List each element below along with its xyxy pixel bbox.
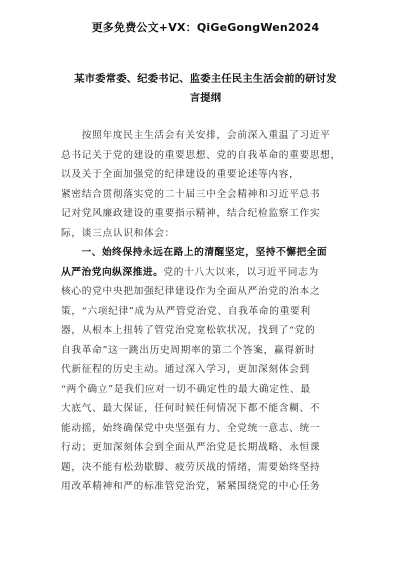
- document-title: [61, 70, 350, 108]
- body-line: 际，谈三点认识和体会：: [61, 227, 176, 239]
- body-line: 题，决不能有松劲歇脚、疲劳厌战的情绪，需要始终坚持: [61, 461, 321, 473]
- body-line: 能动摇，始终确保党中央坚强有力、全党统一意志、统一: [61, 422, 321, 434]
- body-line: 代新征程的历史主动。通过深入学习，更加深刻体会到: [61, 364, 310, 375]
- body-line: 记对党风廉政建设的重要指示精神，结合纪检监察工作实: [61, 208, 321, 219]
- body-line: 核心的党中央把加强纪律建设作为全面从严治党的治本之: [61, 286, 321, 297]
- body-line: 用改革精神和严的标准管党治党，紧紧围绕党的中心任务: [61, 481, 321, 492]
- body-line: 行动；更加深刻体会到全面从严治党是长期战略、永恒课: [61, 442, 321, 453]
- body-line: 自我革命”这一跳出历史周期率的第二个答案，赢得新时: [61, 344, 316, 356]
- body-line: “两个确立”是我们应对一切不确定性的最大确定性、最: [61, 383, 311, 395]
- body-line: 紧密结合贯彻落实党的二十届三中全会精神和习近平总书: [61, 188, 321, 200]
- body-line: 以及关于全面加强党的纪律建设的重要论述等内容，: [61, 169, 300, 180]
- body-line: 大底气、最大保证，任何时候任何情况下都不能含糊、不: [61, 403, 321, 414]
- body-line: 策，“六项纪律”成为从严管党治党、自我革命的重要利: [61, 305, 311, 317]
- title-line: 某市委常委、纪委书记、监委主任民主生活会前的研讨发: [74, 73, 337, 85]
- section-heading-line: 一、始终保持永远在路上的清醒坚定，坚持不懈把全面: [61, 247, 328, 258]
- document-body: [61, 126, 350, 497]
- title-line: 言提纲: [189, 92, 222, 104]
- body-line: 按照年度民主生活会有关安排，会前深入重温了习近平: [61, 130, 331, 141]
- section-heading-line: [61, 263, 350, 283]
- body-line: 总书记关于党的建设的重要思想、党的自我革命的重要思想，: [61, 149, 341, 161]
- body-line: 器，从根本上扭转了管党治党宽松软状况，找到了“党的: [61, 325, 316, 336]
- body-text: 党的十八大以来，以习近平同志为: [163, 266, 319, 278]
- header-banner: 更多免费公文+VX：QiGeGongWen2024: [91, 21, 320, 34]
- section-heading-text: 从严治党向纵深推进。: [61, 266, 164, 278]
